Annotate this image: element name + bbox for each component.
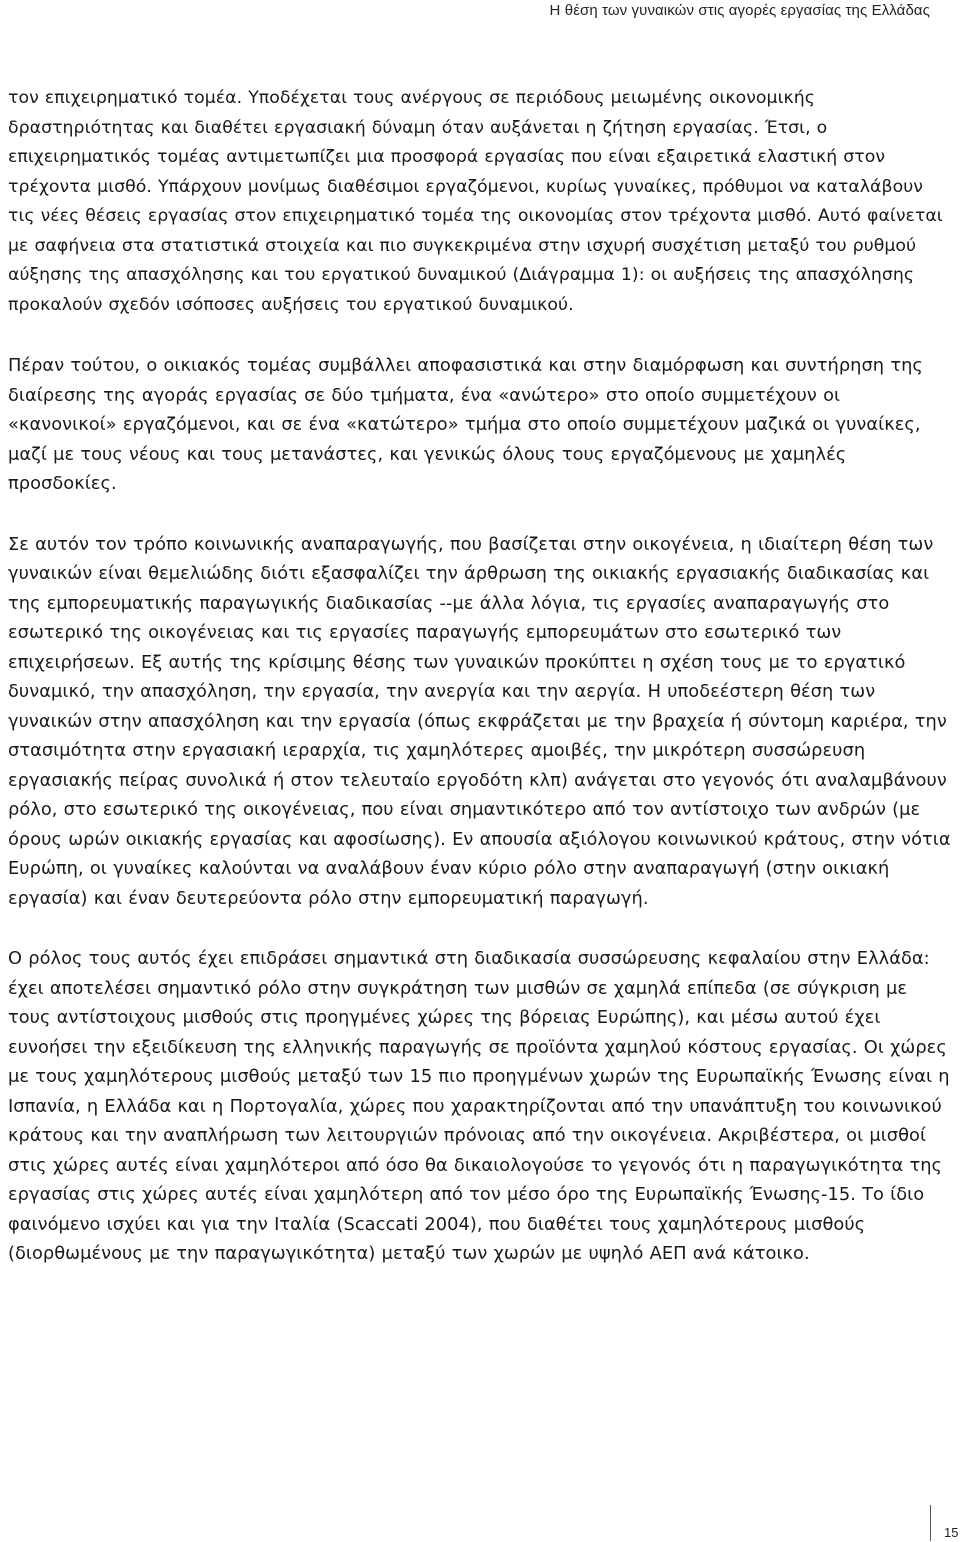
document-body	[8, 84, 954, 1269]
footer-divider	[930, 1505, 931, 1541]
paragraph-2: Πέραν τούτου, ο οικιακός τομέας συμβάλλει αποφασιστικά και στην διαμόρφωση και συντήρηση της διαίρεσης της αγοράς εργασίας σε δύο τμήματα, ένα «ανώτερο» στο οποίο συμμετέχουν οι «κανονικοί» εργαζόμενοι, και σε ένα «κατώτερο» τμήμα στο οποίο συμμετέχουν μαζικά οι γυναίκες, μαζί με τους νέους και τους μετανάστες, και γενικώς όλους τους εργαζόμενους με χαμηλές προσδοκίες.	[8, 355, 923, 494]
page-footer	[930, 1505, 960, 1542]
running-header-title: Η θέση των γυναικών στις αγορές εργασίας της Ελλάδας	[549, 2, 930, 19]
paragraph-1: τον επιχειρηματικό τομέα. Υποδέχεται τους ανέργους σε περιόδους μειωμένης οικονομικής δραστηριότητας και διαθέτει εργασιακή δύναμη όταν αυξάνεται η ζήτηση εργασίας. Έτσι, ο επιχειρηματικός τομέας αντιμετωπίζει μια προσφορά εργασίας που είναι εξαιρετικά ελαστική στον τρέχοντα μισθό. Υπάρχουν μονίμως διαθέσιμοι εργαζόμενοι, κυρίως γυναίκες, πρόθυμοι να καταλάβουν τις νέες θέσεις εργασίας στον επιχειρηματικό τομέα της οικονομίας στον τρέχοντα μισθό. Αυτό φαίνεται με σαφήνεια στα στατιστικά στοιχεία και πιο συγκεκριμένα στην ισχυρή συσχέτιση μεταξύ του ρυθμού αύξησης της απασχόλησης και του εργατικού δυναμικού (Διάγραμμα 1): οι αυξήσεις της απασχόλησης προκαλούν σχεδόν ισόποσες αυξήσεις του εργατικού δυναμικού.	[8, 88, 943, 315]
page-number: 15	[944, 1525, 959, 1540]
paragraph-4: Ο ρόλος τους αυτός έχει επιδράσει σημαντικά στη διαδικασία συσσώρευσης κεφαλαίου στην Ελλάδα: έχει αποτελέσει σημαντικό ρόλο στην συγκράτηση των μισθών σε χαμηλά επίπεδα (σε σύγκριση με τους αντίστοιχους μισθούς στις προηγμένες χώρες της βόρειας Ευρώπης), και μέσω αυτού έχει ευνοήσει την εξειδίκευση της ελληνικής παραγωγής σε προϊόντα χαμηλού κόστους εργασίας. Οι χώρες με τους χαμηλότερους μισθούς μεταξύ των 15 πιο προηγμένων χωρών της Ευρωπαϊκής Ένωσης είναι η Ισπανία, η Ελλάδα και η Πορτογαλία, χώρες που χαρακτηρίζονται από την υπανάπτυξη του κοινωνικού κράτους και την αναπλήρωση των λειτουργιών πρόνοιας από την οικογένεια. Ακριβέστερα, οι μισθοί στις χώρες αυτές είναι χαμηλότεροι από όσο θα δικαιολογούσε το γεγονός ότι η παραγωγικότητα της εργασίας στις χώρες αυτές είναι χαμηλότερη από τον μέσο όρο της Ευρωπαϊκής Ένωσης-15. Το ίδιο φαινόμενο ισχύει και για την Ιταλία (Scaccati 2004), που διαθέτει τους χαμηλότερους μισθούς (διορθωμένους με την παραγωγικότητα) μεταξύ των χωρών με υψηλό ΑΕΠ ανά κάτοικο.	[8, 948, 950, 1264]
paragraph-3: Σε αυτόν τον τρόπο κοινωνικής αναπαραγωγής, που βασίζεται στην οικογένεια, η ιδιαίτερη θέση των γυναικών είναι θεμελιώδης διότι εξασφαλίζει την άρθρωση της οικιακής εργασιακής διαδικασίας και της εμπορευματικής παραγωγικής διαδικασίας --με άλλα λόγια, τις εργασίες αναπαραγωγής στο εσωτερικό της οικογένειας και τις εργασίες παραγωγής εμπορευμάτων στο εσωτερικό των επιχειρήσεων. Εξ αυτής της κρίσιμης θέσης των γυναικών προκύπτει η σχέση τους με το εργατικό δυναμικό, την απασχόληση, την εργασία, την ανεργία και την αεργία. Η υποδεέστερη θέση των γυναικών στην απασχόληση και την εργασία (όπως εκφράζεται με την βραχεία ή σύντομη καριέρα, την στασιμότητα στην εργασιακή ιεραρχία, τις χαμηλότερες αμοιβές, την μικρότερη συσσώρευση εργασιακής πείρας συνολικά ή στον τελευταίο εργοδότη κλπ) ανάγεται στο γεγονός ότι αναλαμβάνουν ρόλο, στο εσωτερικό της οικογένειας, που είναι σημαντικότερο από τον αντίστοιχο των ανδρών (με όρους ωρών οικιακής εργασίας και αφοσίωσης). Εν απουσία αξιόλογου κοινωνικού κράτους, στην νότια Ευρώπη, οι γυναίκες καλούνται να αναλάβουν έναν κύριο ρόλο στην αναπαραγωγή (στην οικιακή εργασία) και έναν δευτερεύοντα ρόλο στην εμπορευματική παραγωγή.	[8, 533, 951, 909]
